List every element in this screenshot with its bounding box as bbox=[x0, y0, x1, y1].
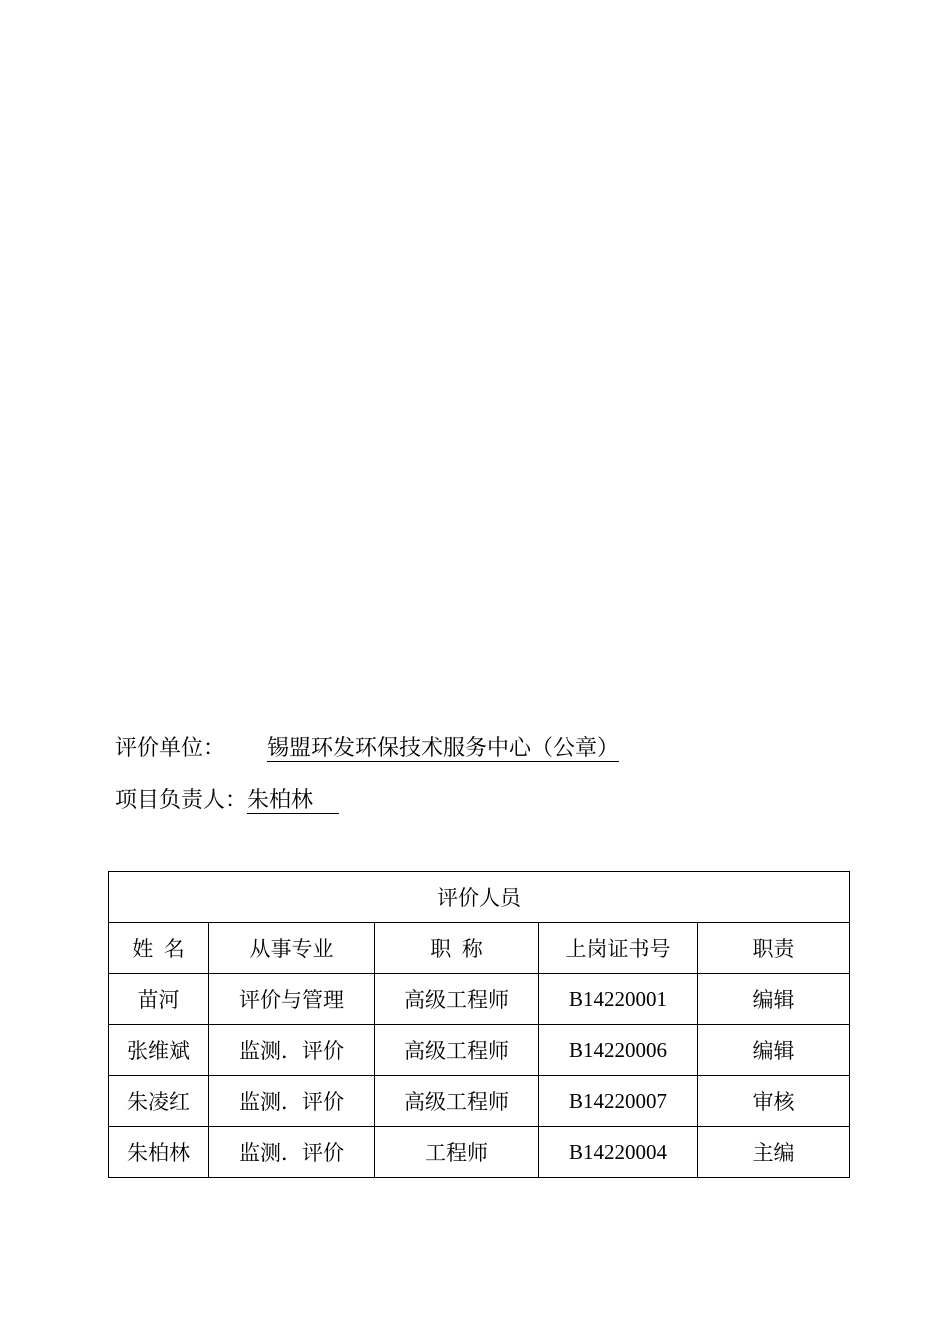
header-name: 姓 名 bbox=[109, 923, 209, 974]
cell-title: 高级工程师 bbox=[375, 974, 539, 1025]
cell-specialty: 评价与管理 bbox=[209, 974, 375, 1025]
project-leader-line bbox=[115, 785, 339, 815]
project-leader-label: 项目负责人： bbox=[115, 787, 248, 812]
cell-name: 朱凌红 bbox=[109, 1076, 209, 1127]
table-row bbox=[109, 1025, 850, 1076]
header-duty: 职责 bbox=[698, 923, 850, 974]
header-title: 职 称 bbox=[375, 923, 539, 974]
evaluation-unit-value: 锡盟环发环保技术服务中心（公章） bbox=[267, 735, 620, 760]
cell-specialty: 监测．评价 bbox=[209, 1076, 375, 1127]
cell-specialty: 监测．评价 bbox=[209, 1127, 375, 1178]
cell-title: 工程师 bbox=[375, 1127, 539, 1178]
evaluation-unit-line bbox=[115, 733, 619, 763]
table-header-row bbox=[109, 923, 850, 974]
cell-specialty: 监测．评价 bbox=[209, 1025, 375, 1076]
cell-title: 高级工程师 bbox=[375, 1025, 539, 1076]
header-specialty: 从事专业 bbox=[209, 923, 375, 974]
table-row bbox=[109, 974, 850, 1025]
evaluation-unit-label: 评价单位： bbox=[115, 735, 226, 760]
table-title-row bbox=[109, 872, 850, 923]
cell-duty: 主编 bbox=[698, 1127, 850, 1178]
cell-duty: 审核 bbox=[698, 1076, 850, 1127]
cell-name: 张维斌 bbox=[109, 1025, 209, 1076]
cell-title: 高级工程师 bbox=[375, 1076, 539, 1127]
cell-name: 朱柏林 bbox=[109, 1127, 209, 1178]
project-leader-value: 朱柏林 bbox=[247, 787, 339, 814]
cell-certificate: B14220007 bbox=[539, 1076, 698, 1127]
table-title: 评价人员 bbox=[109, 872, 850, 923]
cell-certificate: B14220004 bbox=[539, 1127, 698, 1178]
evaluation-staff-table bbox=[108, 871, 850, 1178]
cell-certificate: B14220006 bbox=[539, 1025, 698, 1076]
cell-certificate: B14220001 bbox=[539, 974, 698, 1025]
cell-duty: 编辑 bbox=[698, 974, 850, 1025]
cell-name: 苗河 bbox=[109, 974, 209, 1025]
header-certificate: 上岗证书号 bbox=[539, 923, 698, 974]
table-row bbox=[109, 1076, 850, 1127]
table-row bbox=[109, 1127, 850, 1178]
cell-duty: 编辑 bbox=[698, 1025, 850, 1076]
